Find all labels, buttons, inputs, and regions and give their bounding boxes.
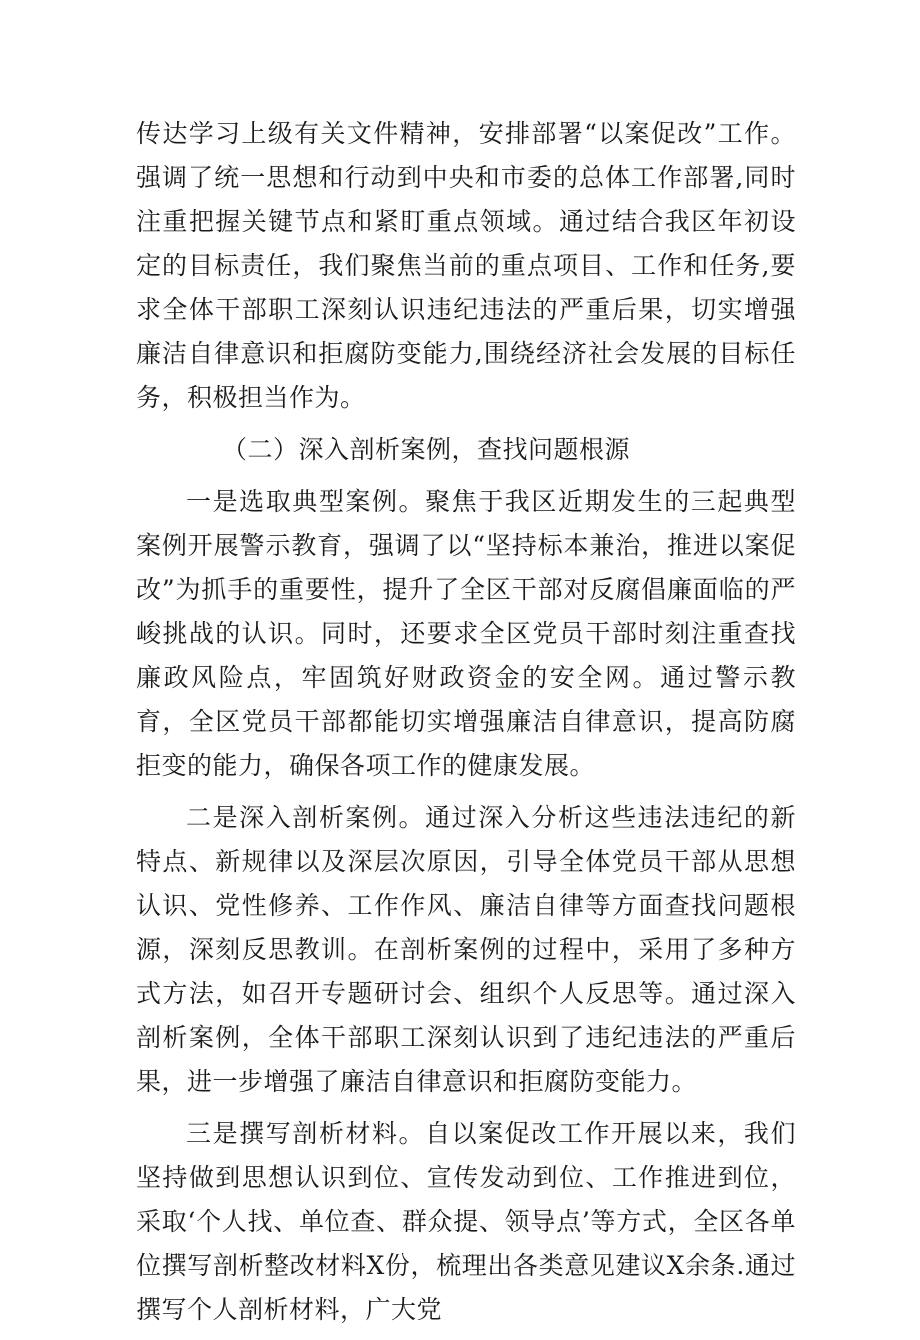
paragraph-2: 一是选取典型案例。聚焦于我区近期发生的三起典型案例开展警示教育，强调了以“坚持标本兼治，推进以案促改”为抓手的重要性，提升了全区干部对反腐倡廉面临的严峻挑战的认识。同时，还要求全区党员干部时刻注重查找廉政风险点，牢固筑好财政资金的安全网。通过警示教育，全区党员干部都能切实增强廉洁自律意识，提高防腐拒变的能力，确保各项工作的健康发展。 xyxy=(136,487,796,780)
paragraph-3: 二是深入剖析案例。通过深入分析这些违法违纪的新特点、新规律以及深层次原因，引导全体党员干部从思想认识、党性修养、工作作风、廉洁自律等方面查找问题根源，深刻反思教训。在剖析案例的过程中，采用了多种方式方法，如召开专题研讨会、组织个人反思等。通过深入剖析案例，全体干部职工深刻认识到了违纪违法的严重后果，进一步增强了廉洁自律意识和拒腐防变能力。 xyxy=(136,803,796,1096)
paragraph-1: 传达学习上级有关文件精神，安排部署“以案促改”工作。强调了统一思想和行动到中央和市委的总体工作部署,同时注重把握关键节点和紧盯重点领域。通过结合我区年初设定的目标责任，我们聚焦当前的重点项目、工作和任务,要求全体干部职工深刻认识违纪违法的严重后果，切实增强廉洁自律意识和拒腐防变能力,围绕经济社会发展的目标任务，积极担当作为。 xyxy=(136,119,796,412)
paragraph-4: 三是撰写剖析材料。自以案促改工作开展以来，我们坚持做到思想认识到位、宣传发动到位、工作推进到位，采取‘个人找、单位查、群众提、领导点’等方式，全区各单位撰写剖析整改材料X份，梳理出各类意见建议X余条.通过撰写个人剖析材料，广大党 xyxy=(136,1119,796,1324)
document-body xyxy=(136,112,796,1340)
section-heading: （二）深入剖析案例，查找问题根源 xyxy=(222,435,631,464)
